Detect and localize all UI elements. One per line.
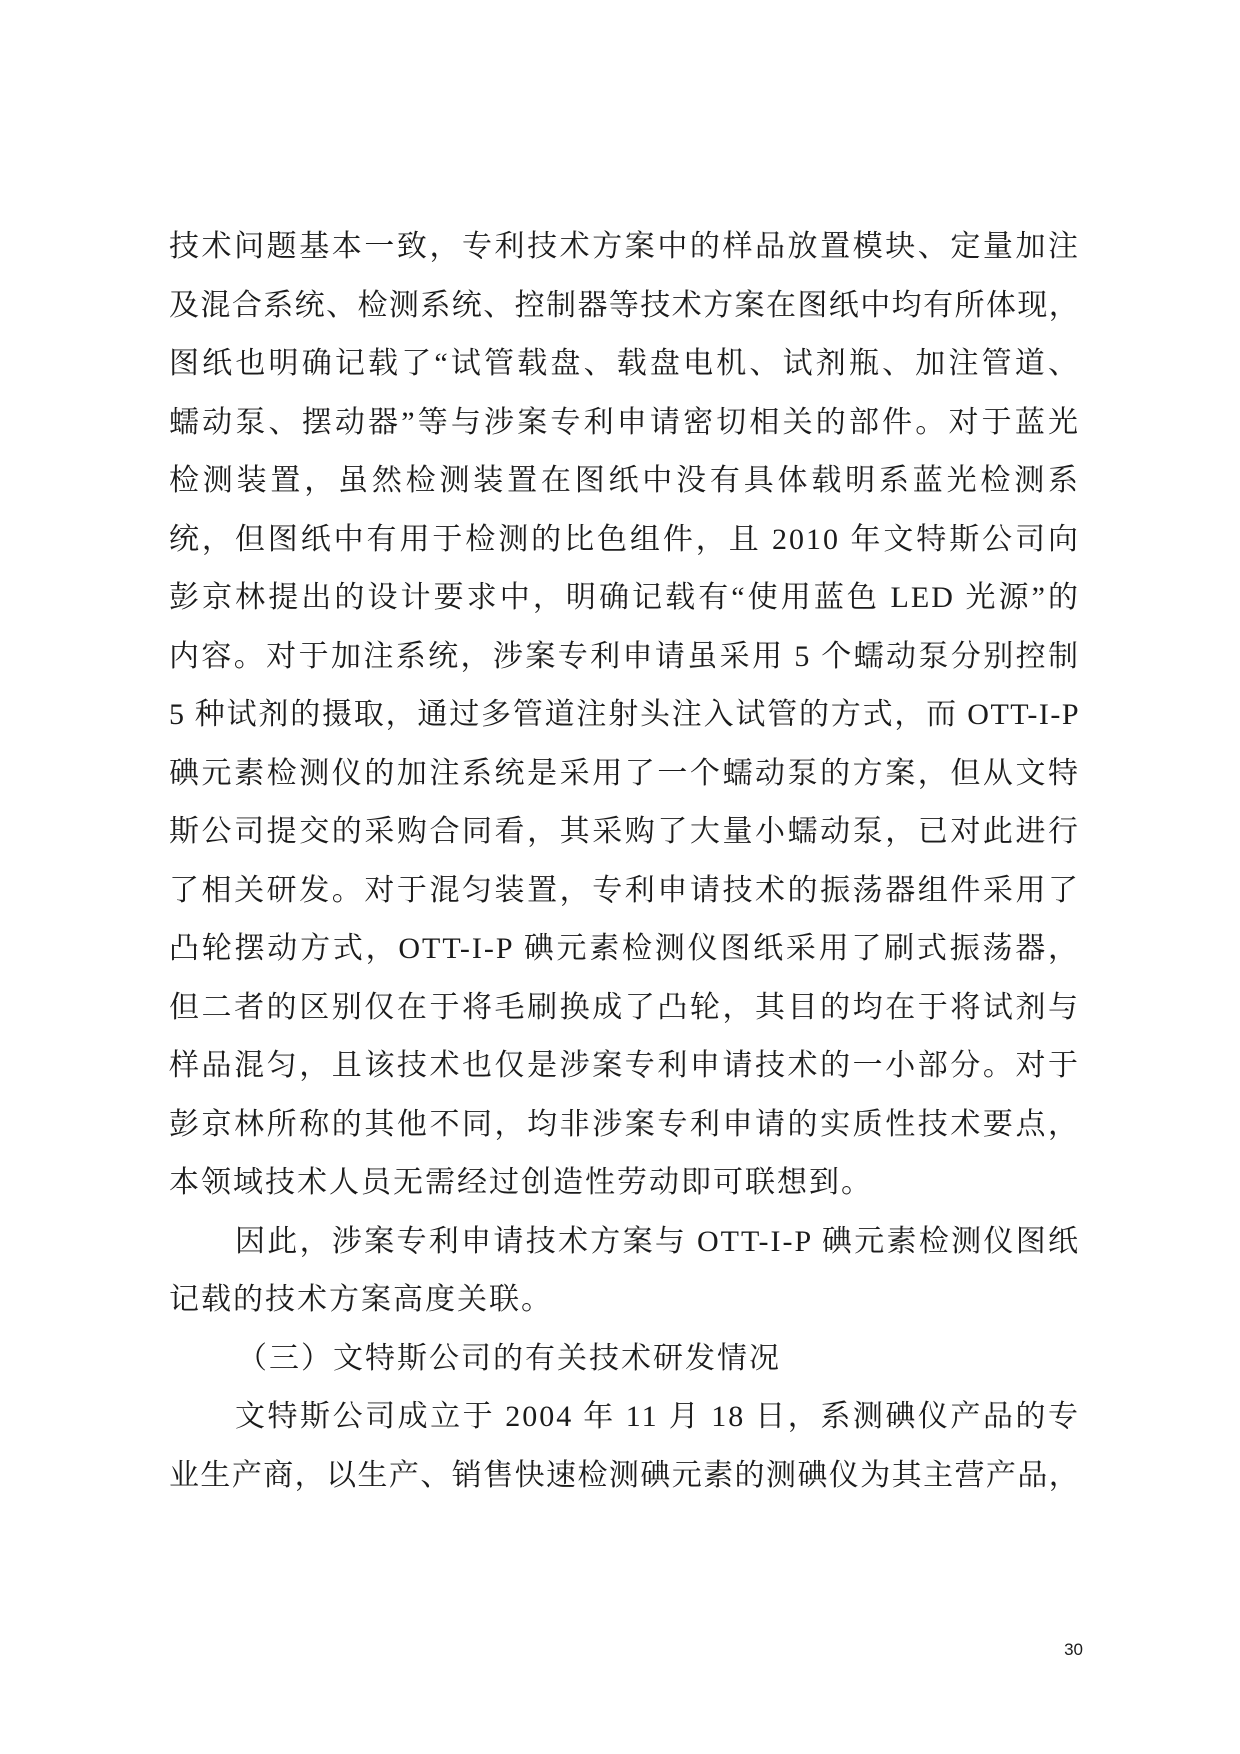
text-line: 统，但图纸中有用于检测的比色组件，且 2010 年文特斯公司向 <box>169 522 1080 556</box>
section-heading: （三）文特斯公司的有关技术研发情况 <box>237 1341 781 1375</box>
text-line: 斯公司提交的采购合同看，其采购了大量小蠕动泵，已对此进行 <box>169 815 1080 848</box>
text-line: 碘元素检测仪的加注系统是采用了一个蠕动泵的方案，但从文特 <box>169 756 1080 790</box>
text-line: 技术问题基本一致，专利技术方案中的样品放置模块、定量加注 <box>169 230 1080 263</box>
text-line: 样品混匀，且该技术也仅是涉案专利申请技术的一小部分。对于 <box>169 1049 1080 1082</box>
text-line: 内容。对于加注系统，涉案专利申请虽采用 5 个蠕动泵分别控制 <box>169 639 1080 673</box>
text-line: 业生产商，以生产、销售快速检测碘元素的测碘仪为其主营产品， <box>169 1458 1080 1492</box>
paragraph <box>169 218 1080 1213</box>
text-line: 彭京林提出的设计要求中，明确记载有“使用蓝色 LED 光源”的 <box>169 581 1080 614</box>
text-line: 5 种试剂的摄取，通过多管道注射头注入试管的方式，而 OTT-I-P <box>169 698 1080 731</box>
text-line: 凸轮摆动方式，OTT-I-P 碘元素检测仪图纸采用了刷式振荡器， <box>169 932 1080 965</box>
text-line: 了相关研发。对于混匀装置，专利申请技术的振荡器组件采用了 <box>169 873 1080 907</box>
paragraph <box>169 1213 1080 1330</box>
text-body <box>169 218 1080 1505</box>
text-line: 检测装置，虽然检测装置在图纸中没有具体载明系蓝光检测系 <box>169 464 1080 497</box>
text-line: 但二者的区别仅在于将毛刷换成了凸轮，其目的均在于将试剂与 <box>169 990 1080 1024</box>
text-line: 图纸也明确记载了“试管载盘、载盘电机、试剂瓶、加注管道、 <box>169 347 1080 380</box>
text-line: 记载的技术方案高度关联。 <box>169 1283 553 1316</box>
paragraph <box>169 1388 1080 1505</box>
text-line: 蠕动泵、摆动器”等与涉案专利申请密切相关的部件。对于蓝光 <box>169 405 1080 439</box>
text-line: 因此，涉案专利申请技术方案与 OTT-I-P 碘元素检测仪图纸 <box>235 1224 1080 1258</box>
text-line: 彭京林所称的其他不同，均非涉案专利申请的实质性技术要点， <box>169 1107 1080 1141</box>
text-line: 及混合系统、检测系统、控制器等技术方案在图纸中均有所体现， <box>169 288 1080 322</box>
text-line: 文特斯公司成立于 2004 年 11 月 18 日，系测碘仪产品的专 <box>235 1400 1080 1433</box>
text-line: 本领域技术人员无需经过创造性劳动即可联想到。 <box>169 1166 873 1199</box>
page-number: 30 <box>1064 1640 1083 1659</box>
